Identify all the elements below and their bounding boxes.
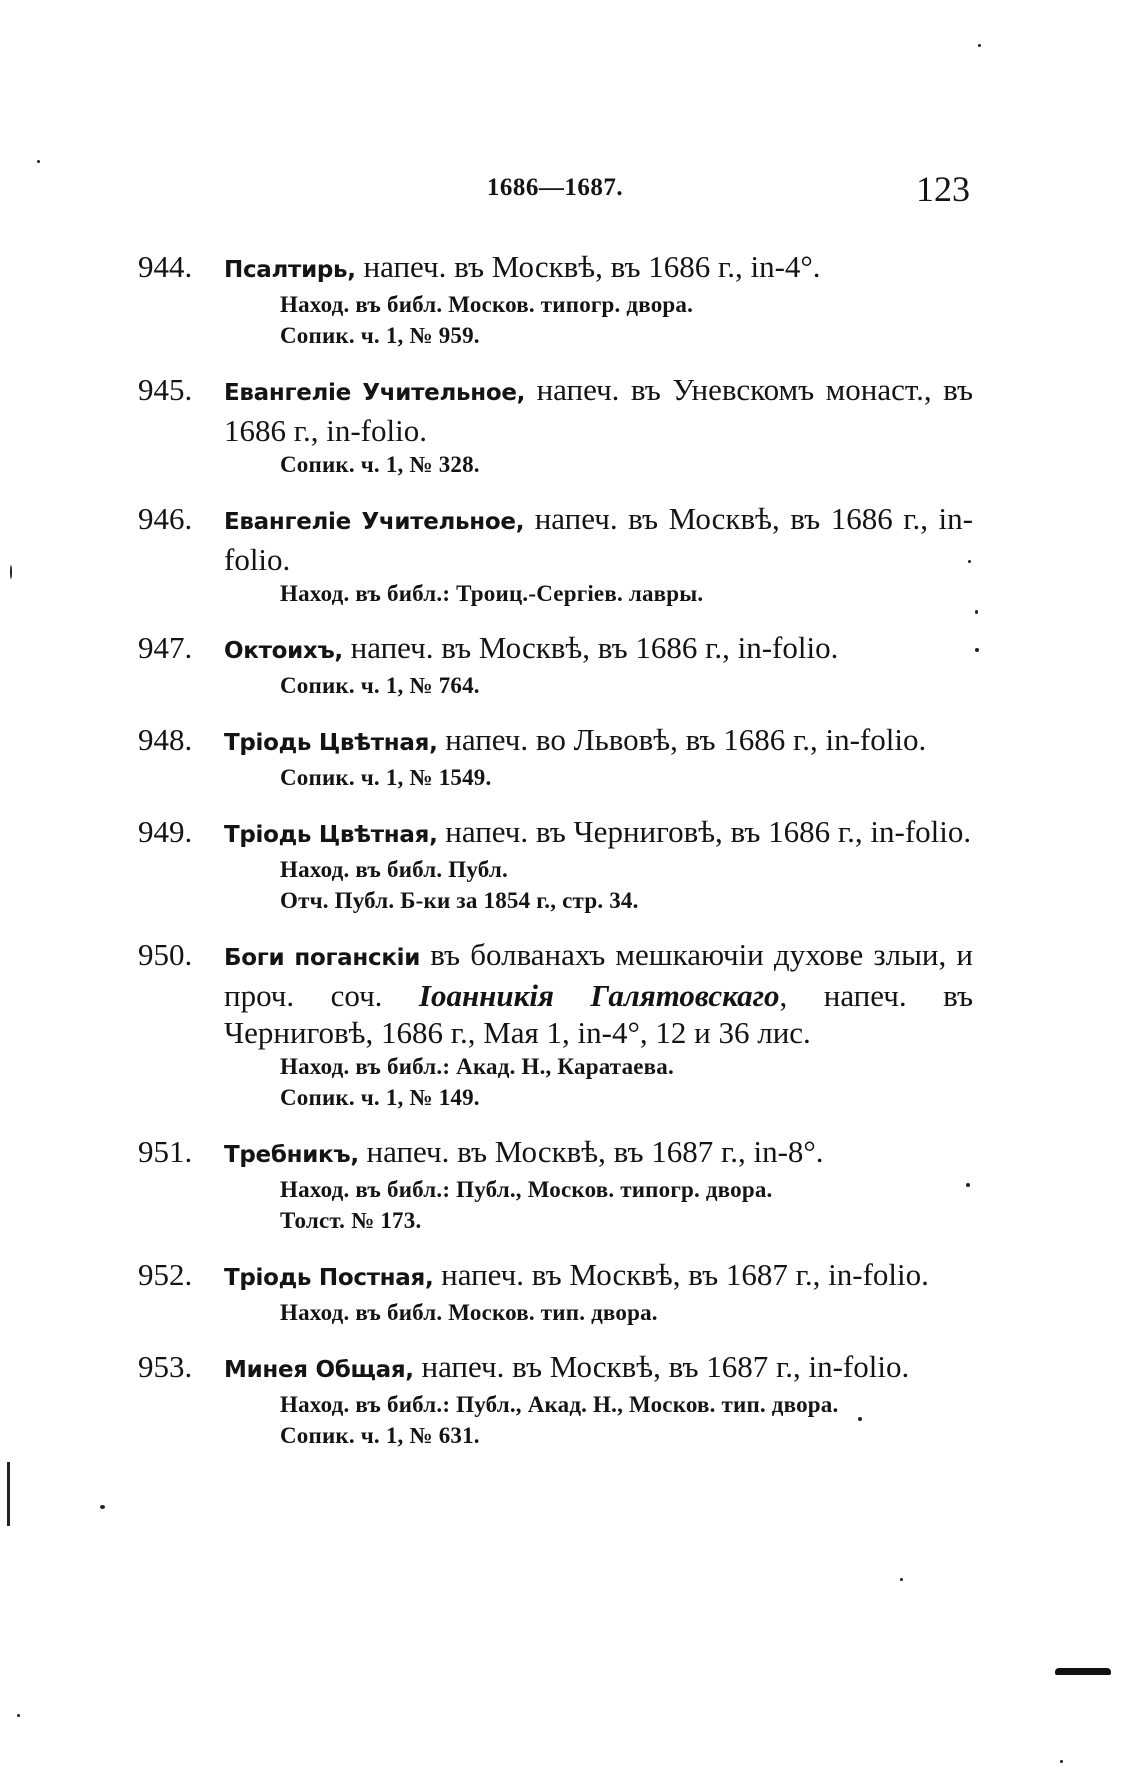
entry-note: Наход. въ библ. Москов. тип. двора. — [280, 1300, 658, 1325]
entry-title-rest: напеч. въ Москвѣ, въ 1686 г., in-folio. — [224, 501, 973, 577]
entry-title — [224, 371, 973, 449]
entry-title-rest: напеч. во Львовѣ, въ 1686 г., in-folio. — [437, 722, 927, 757]
scan-speck — [900, 1578, 903, 1581]
entry-title — [224, 1133, 973, 1174]
entry-note: Толст. № 173. — [280, 1208, 422, 1233]
entry-number: 946. — [138, 501, 193, 536]
entry-title-bold: Тріодь Цвѣтная, — [224, 730, 438, 756]
scan-speck — [17, 1714, 20, 1717]
entry-title-rest: напеч. въ Москвѣ, въ 1687 г., in-folio. — [433, 1257, 929, 1292]
entry-number: 944. — [138, 249, 193, 284]
scan-speck — [858, 1417, 862, 1421]
entry-note: Наход. въ библ.: Публ., Акад. Н., Москов. тип. двора. — [280, 1392, 839, 1417]
page-number: 123 — [916, 169, 970, 209]
scan-speck — [968, 560, 971, 563]
entry-title-bold: Тріодь Постная, — [224, 1265, 434, 1291]
entry-number: 945. — [138, 372, 193, 407]
entry-note: Отч. Публ. Б-ки за 1854 г., стр. 34. — [280, 888, 639, 913]
entry-title — [224, 248, 973, 289]
scan-speck — [978, 44, 981, 47]
scan-speck — [1060, 1760, 1063, 1763]
scan-speck — [975, 610, 978, 614]
entry-title-bold: Минея Общая, — [224, 1357, 414, 1383]
entry-note: Наход. въ библ.: Троиц.-Сергiев. лавры. — [280, 581, 704, 606]
entry-title — [224, 1256, 973, 1297]
entry-note: Сопик. ч. 1, № 959. — [280, 323, 480, 348]
entry-title-rest: напеч. въ Черниговѣ, въ 1686 г., in-folio. — [437, 814, 972, 849]
entry-title-bold: Псалтирь, — [224, 257, 356, 283]
margin-mark — [7, 1462, 10, 1526]
entry-number: 949. — [138, 814, 193, 849]
entry-number: 952. — [138, 1257, 193, 1292]
entry-note: Сопик. ч. 1, № 1549. — [280, 765, 492, 790]
entry-title — [224, 500, 973, 578]
entry-title — [224, 813, 973, 854]
entry-title-rest: напеч. въ Москвѣ, въ 1686 г., in-folio. — [342, 630, 839, 665]
catalog-entry — [138, 371, 973, 480]
catalog-entry — [138, 500, 973, 609]
entry-title-bold: Тріодь Цвѣтная, — [224, 822, 438, 848]
entry-note: Наход. въ библ. Публ. — [280, 857, 508, 882]
entry-note: Наход. въ библ.: Акад. Н., Каратаева. — [280, 1054, 674, 1079]
catalog-entry — [138, 721, 973, 793]
catalog-entry — [138, 813, 973, 916]
entry-number: 953. — [138, 1349, 193, 1384]
catalog-entry — [138, 629, 973, 701]
catalog-entry — [138, 1348, 973, 1451]
entry-title-rest: напеч. въ Уневскомъ монаст., въ 1686 г., in-folio. — [224, 372, 973, 448]
entry-title-tail: , напеч. въ Черниговѣ, 1686 г., Мая 1, in-4°, 12 и 36 лис. — [224, 978, 973, 1050]
scan-speck — [10, 565, 12, 579]
running-head — [140, 168, 970, 218]
entry-title-bold: Требникъ, — [224, 1142, 359, 1168]
ink-smudge — [1055, 1668, 1111, 1675]
entry-note: Сопик. ч. 1, № 149. — [280, 1085, 480, 1110]
entry-number: 947. — [138, 630, 193, 665]
entry-author: Іоанникія Галятовскаго — [418, 978, 780, 1013]
entry-title-bold: Боги поганскіи — [224, 945, 421, 971]
entry-title-rest: напеч. въ Москвѣ, въ 1687 г., in-8°. — [358, 1134, 824, 1169]
catalog-entry — [138, 248, 973, 351]
entry-number: 948. — [138, 722, 193, 757]
scan-speck — [100, 1505, 105, 1509]
entry-note: Наход. въ библ. Москов. типогр. двора. — [280, 292, 694, 317]
entry-number: 951. — [138, 1134, 193, 1169]
entry-title — [224, 1348, 973, 1389]
entry-number: 950. — [138, 937, 193, 972]
entry-title-bold: Октоихъ, — [224, 638, 343, 664]
header-years: 1686—1687. — [486, 174, 624, 201]
entry-title-rest: напеч. въ Москвѣ, въ 1686 г., in-4°. — [355, 249, 821, 284]
catalog-entry — [138, 1133, 973, 1236]
entry-note: Наход. въ библ.: Публ., Москов. типогр. двора. — [280, 1177, 773, 1202]
catalog-entries — [138, 248, 973, 1471]
entry-title-rest: напеч. въ Москвѣ, въ 1687 г., in-folio. — [413, 1349, 910, 1384]
scan-speck — [37, 160, 40, 163]
entry-title-bold: Евангеліе Учительное, — [224, 509, 525, 535]
entry-note: Сопик. ч. 1, № 328. — [280, 452, 480, 477]
scan-speck — [966, 1183, 970, 1187]
scan-speck — [975, 648, 979, 652]
entry-title-bold: Евангеліе Учительное, — [224, 380, 526, 406]
entry-title — [224, 936, 973, 1051]
catalog-entry — [138, 936, 973, 1113]
entry-title — [224, 629, 973, 670]
catalog-entry — [138, 1256, 973, 1328]
entry-note: Сопик. ч. 1, № 764. — [280, 673, 480, 698]
entry-title — [224, 721, 973, 762]
entry-note: Сопик. ч. 1, № 631. — [280, 1423, 480, 1448]
entry-title-rest: въ болванахъ мешкаючіи духове злыи, и проч. соч. — [224, 937, 973, 1013]
